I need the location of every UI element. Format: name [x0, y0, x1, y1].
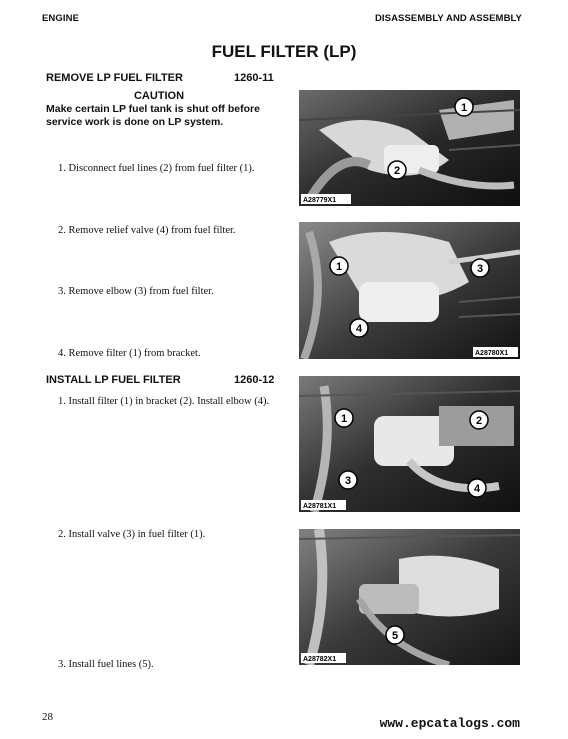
remove-section-code: 1260-11 — [234, 72, 274, 84]
website-link[interactable]: www.epcatalogs.com — [379, 716, 520, 731]
install-section-heading: INSTALL LP FUEL FILTER — [46, 374, 181, 386]
photo-remove-valve — [299, 222, 520, 359]
photo-1-callout-2: 2 — [393, 165, 401, 177]
install-step-2: 2. Install valve (3) in fuel filter (1). — [58, 529, 206, 540]
photo-3-callout-4: 4 — [473, 483, 481, 495]
caution-line-2: service work is done on LP system. — [46, 116, 224, 128]
running-header-right: DISASSEMBLY AND ASSEMBLY — [374, 13, 522, 24]
page-title: FUEL FILTER (LP) — [211, 42, 357, 61]
photo-2-callout-4: 4 — [355, 323, 363, 335]
photo-2-callout-3: 3 — [476, 263, 484, 275]
remove-section-heading: REMOVE LP FUEL FILTER — [46, 72, 183, 84]
page-number: 28 — [42, 711, 53, 723]
install-step-3: 3. Install fuel lines (5). — [58, 659, 154, 670]
photo-3-id: A28781X1 — [303, 503, 337, 510]
photo-1-id: A28779X1 — [303, 197, 337, 204]
install-step-1: 1. Install filter (1) in bracket (2). Install elbow (4). — [58, 396, 270, 407]
photo-3-callout-1: 1 — [340, 413, 348, 425]
photo-3-callout-3: 3 — [344, 475, 352, 487]
photo-install-filter — [299, 376, 520, 512]
remove-step-2: 2. Remove relief valve (4) from fuel filter. — [58, 225, 236, 236]
photo-4-callout-5: 5 — [391, 630, 399, 642]
install-section-code: 1260-12 — [234, 374, 275, 386]
photo-install-lines — [299, 529, 520, 665]
photo-3-callout-2: 2 — [475, 415, 483, 427]
remove-step-3: 3. Remove elbow (3) from fuel filter. — [58, 286, 214, 297]
caution-title: CAUTION — [133, 90, 185, 102]
remove-step-1: 1. Disconnect fuel lines (2) from fuel filter (1). — [58, 163, 255, 174]
remove-step-4: 4. Remove filter (1) from bracket. — [58, 348, 201, 359]
photo-2-callout-1: 1 — [335, 261, 343, 273]
photo-1-callout-1: 1 — [460, 102, 468, 114]
photo-remove-lines — [299, 90, 520, 206]
photo-2-id: A28780X1 — [475, 350, 509, 357]
caution-line-1: Make certain LP fuel tank is shut off before — [46, 103, 260, 115]
photo-4-id: A28782X1 — [303, 656, 337, 663]
running-header-left: ENGINE — [42, 13, 80, 24]
